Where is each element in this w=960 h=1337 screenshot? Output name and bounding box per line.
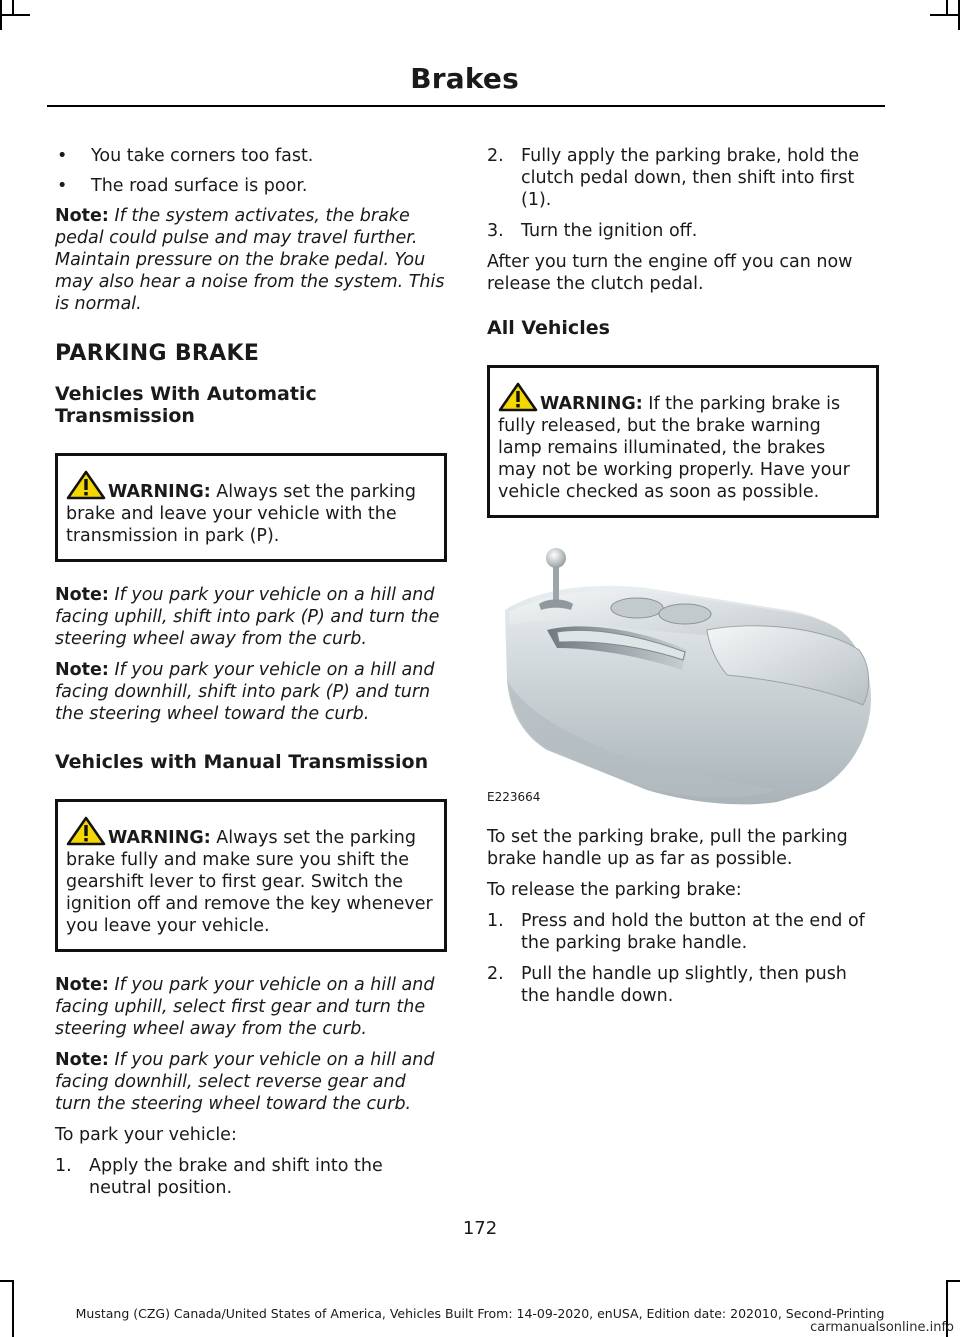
parking-brake-illustration: [487, 540, 879, 810]
body-text: To set the parking brake, pull the parking brake handle up as far as possible.: [487, 827, 848, 869]
step-text: Press and hold the button at the end of the parking brake handle.: [521, 911, 865, 953]
bullet-icon: •: [57, 176, 68, 196]
bullet-text: You take corners too fast.: [91, 146, 314, 166]
note: [55, 659, 447, 725]
warning-label: WARNING:: [540, 394, 643, 414]
note-label: Note:: [55, 660, 109, 680]
list-item: [55, 145, 447, 167]
step-text: Turn the ignition off.: [521, 221, 698, 241]
note-label: Note:: [55, 585, 109, 605]
note-text: If you park your vehicle on a hill and facing downhill, select reverse gear and turn the steering wheel toward the curb.: [55, 1050, 435, 1114]
subsection-title-automatic: Vehicles With Automatic Transmission: [55, 383, 317, 427]
note-label: Note:: [55, 206, 109, 226]
crop-mark: [0, 1280, 14, 1282]
watermark[interactable]: carmanualsonline.info: [810, 1320, 954, 1335]
warning-text: Always set the parking brake and leave your vehicle with the transmission in park (P).: [66, 482, 417, 546]
subsection-title-all: All Vehicles: [487, 317, 610, 339]
crop-mark: [930, 14, 960, 16]
warning-text: Always set the parking brake fully and make sure you shift the gearshift lever to first gear. Switch the ignition off and remove the key whenever you leave your vehicle.: [66, 828, 433, 936]
page-number: 172: [462, 1218, 498, 1239]
crop-mark: [946, 1280, 960, 1282]
warning-text: If the parking brake is fully released, but the brake warning lamp remains illuminated, the brakes may not be working properly. Have your vehicle checked as soon as possible.: [498, 394, 850, 502]
step-number: 1.: [487, 911, 504, 931]
step-number: 2.: [487, 964, 504, 984]
note: [55, 1049, 447, 1115]
note-text: If the system activates, the brake pedal could pulse and may travel further. Maintain pressure on the brake pedal. You may also hear a noise from the system. This is normal.: [55, 206, 445, 314]
note-label: Note:: [55, 975, 109, 995]
body-text: After you turn the engine off you can now release the clutch pedal.: [487, 252, 853, 294]
list-item: [55, 175, 447, 197]
step-number: 2.: [487, 146, 504, 166]
warning-box: [487, 365, 879, 518]
crop-mark: [0, 14, 30, 16]
footer-text: Mustang (CZG) Canada/United States of America, Vehicles Built From: 14-09-2020, enUSA, Edition date: 202010, Second-Printing: [75, 1306, 885, 1321]
warning-box: [55, 799, 447, 952]
header-divider: [47, 105, 885, 107]
list-item: [487, 910, 879, 954]
step-text: Fully apply the parking brake, hold the clutch pedal down, then shift into first (1).: [521, 146, 860, 210]
list-item: [487, 145, 879, 211]
warning-label: WARNING:: [108, 828, 211, 848]
list-item: [487, 963, 879, 1007]
list-item: [55, 1155, 447, 1199]
note: [55, 974, 447, 1040]
warning-label: WARNING:: [108, 482, 211, 502]
right-column: [487, 145, 879, 1016]
step-text: Pull the handle up slightly, then push the handle down.: [521, 964, 847, 1006]
step-number: 1.: [55, 1156, 72, 1176]
note-text: If you park your vehicle on a hill and facing uphill, select first gear and turn the steering wheel away from the curb.: [55, 975, 435, 1039]
left-column: [55, 145, 447, 1208]
page-title: Brakes: [410, 62, 519, 95]
bullet-text: The road surface is poor.: [91, 176, 308, 196]
note-label: Note:: [55, 1050, 109, 1070]
section-title: PARKING BRAKE: [55, 341, 260, 366]
step-text: Apply the brake and shift into the neutral position.: [89, 1156, 383, 1198]
warning-triangle-icon: [498, 382, 538, 412]
body-text: To release the parking brake:: [487, 880, 742, 900]
note: [55, 205, 447, 315]
subsection-title-manual: Vehicles with Manual Transmission: [55, 751, 429, 773]
note-text: If you park your vehicle on a hill and facing uphill, shift into park (P) and turn the steering wheel away from the curb.: [55, 585, 440, 649]
warning-triangle-icon: [66, 816, 106, 846]
warning-triangle-icon: [66, 470, 106, 500]
step-number: 3.: [487, 221, 504, 241]
figure-code: E223664: [487, 790, 541, 804]
bullet-icon: •: [57, 146, 68, 166]
center-console-image: [487, 540, 879, 810]
body-text: To park your vehicle:: [55, 1125, 237, 1145]
note: [55, 584, 447, 650]
note-text: If you park your vehicle on a hill and facing downhill, shift into park (P) and turn the steering wheel toward the curb.: [55, 660, 435, 724]
warning-box: [55, 453, 447, 562]
list-item: [487, 220, 879, 242]
